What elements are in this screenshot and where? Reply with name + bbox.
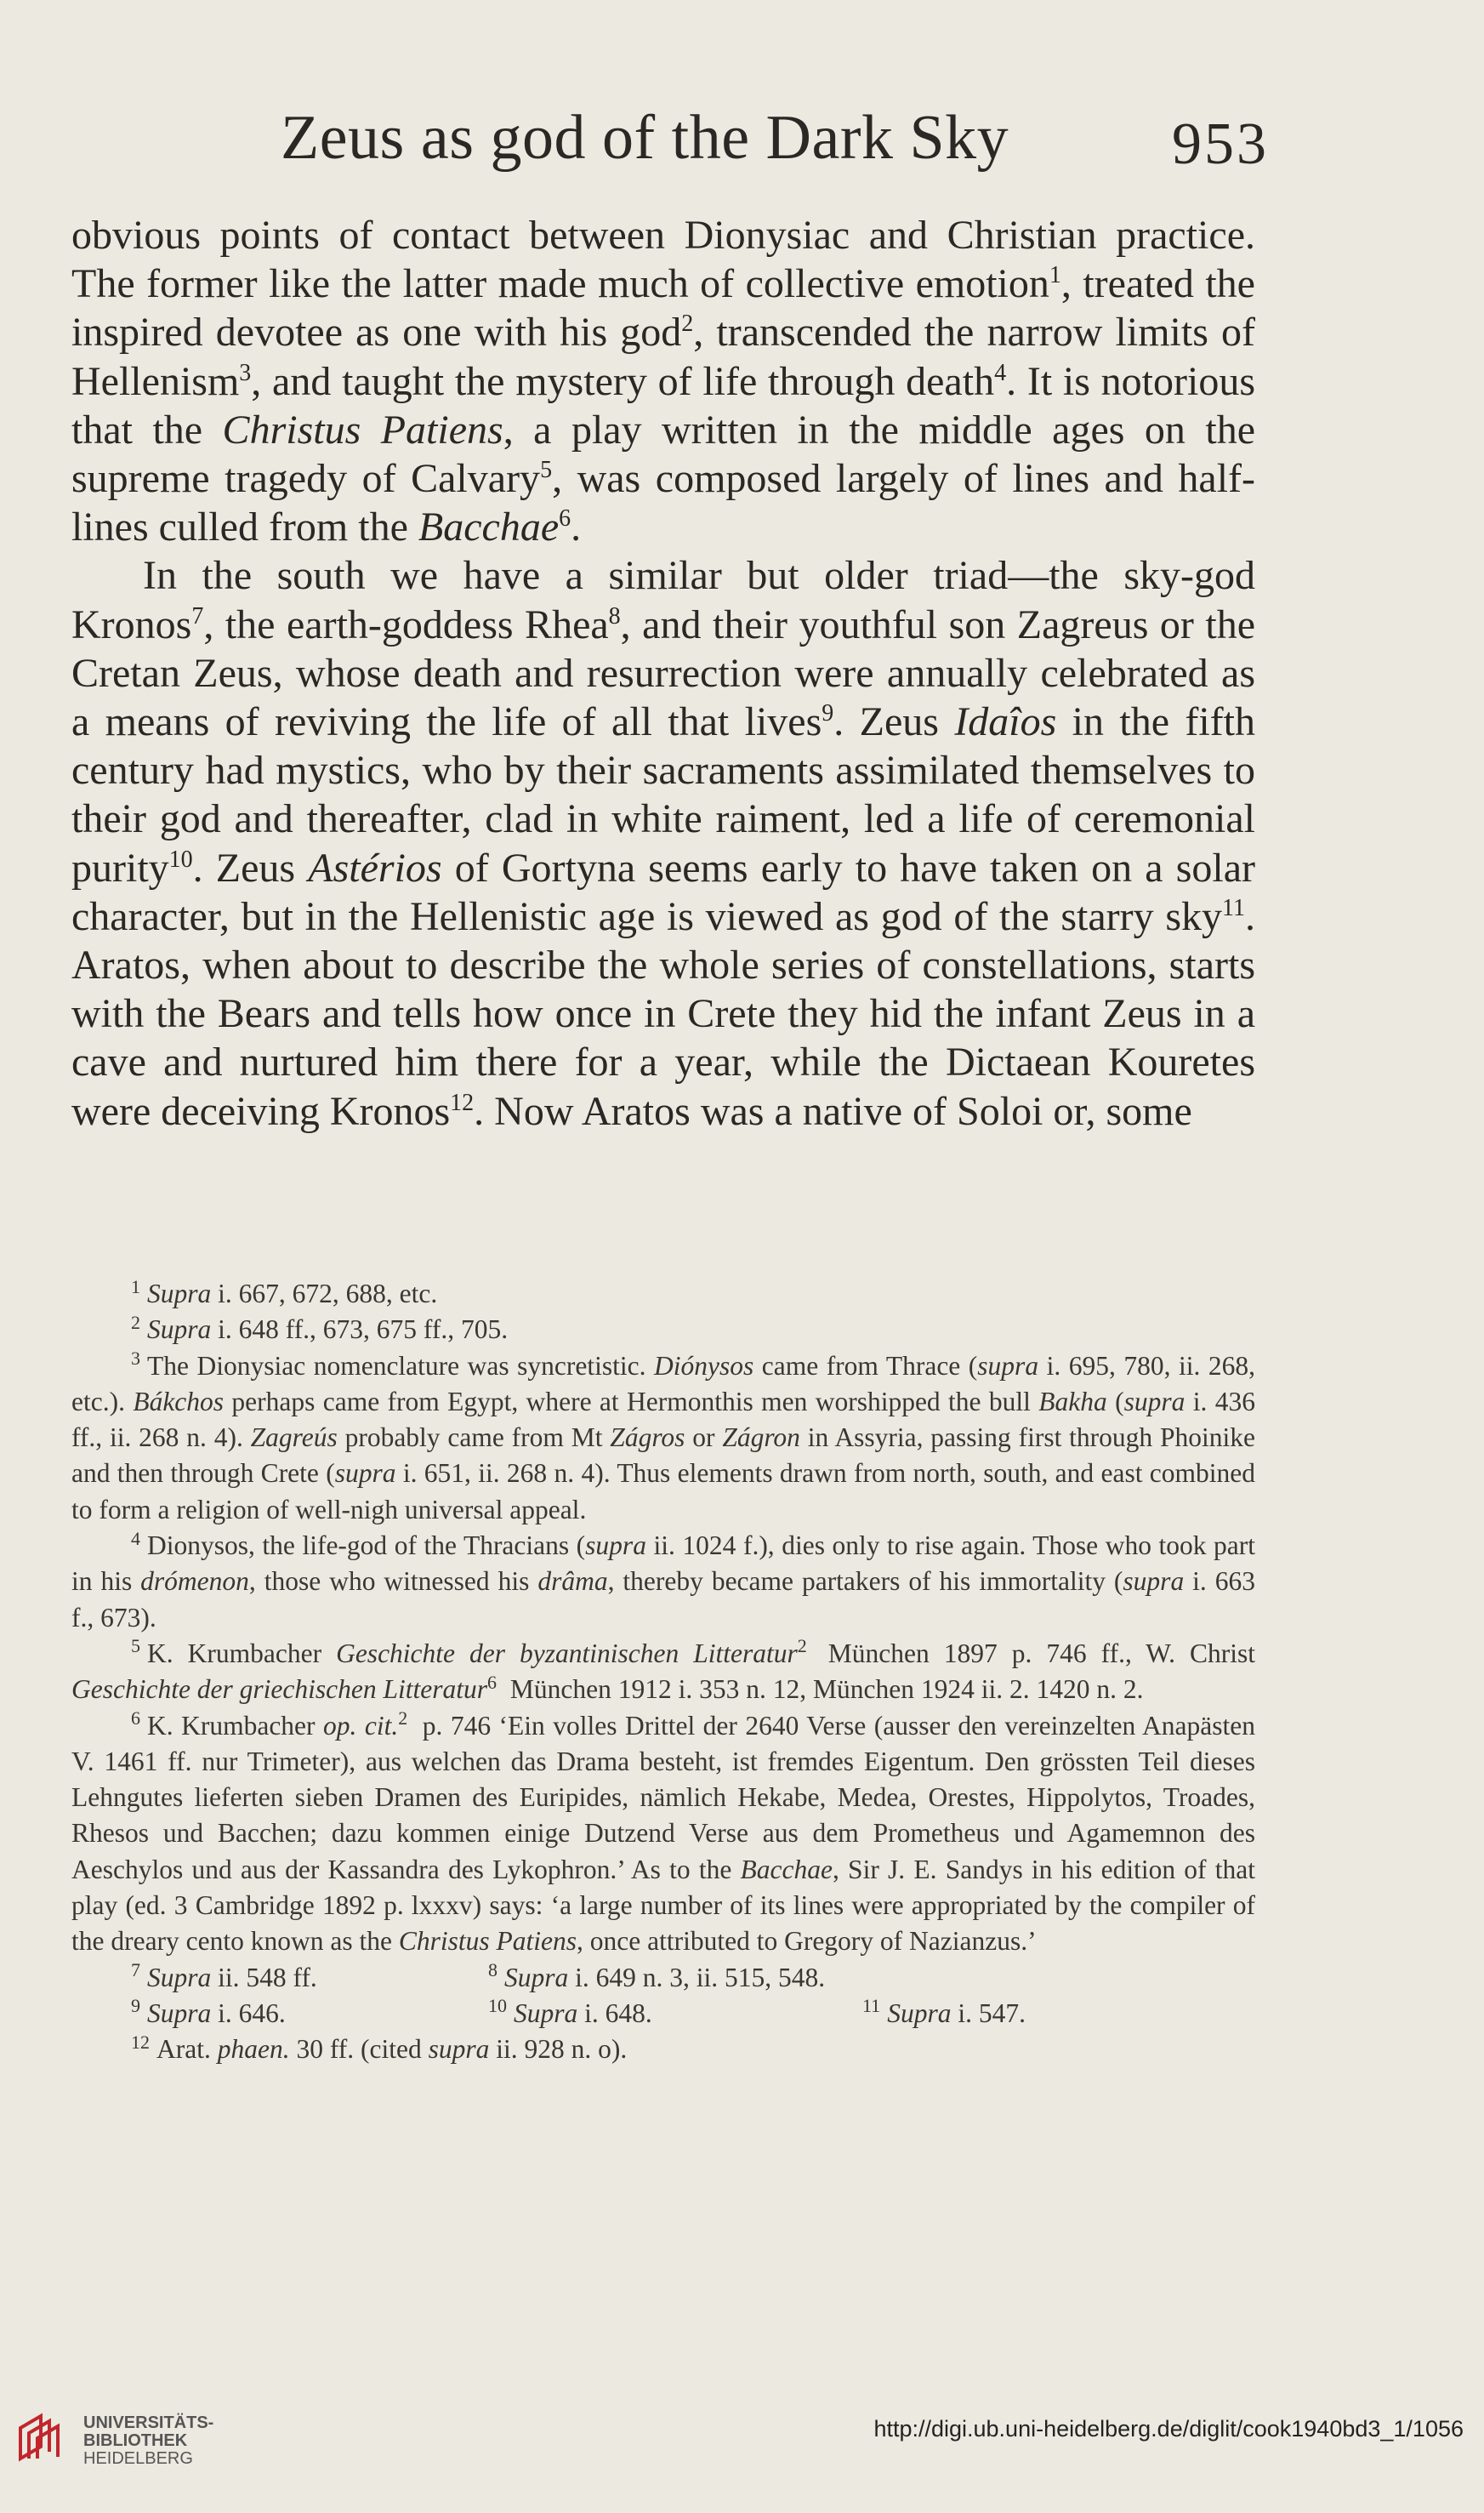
footnote-9: $^9$ Supra i. 646. [131, 1995, 286, 2028]
running-header [281, 102, 1267, 187]
running-title: Zeus as god of the Dark Sky [281, 103, 1009, 173]
footnote-row [71, 1960, 1255, 1996]
footnote-ref[interactable]: 10 [168, 846, 193, 873]
footnote-6: $^6$ K. Krumbacher op. cit.$^2$ p. 746 ‘Ein volles Drittel der 2640 Verse (ausser den vereinzelten Anapästen V. 1461 ff. nur Trimeter), aus welchen das Drama besteht, ist fremdes Eigentum. Den grössten Teil dieses Lehngutes lieferten sieben Dramen des Euripides, nämlich Hekabe, Medea, Orestes, Hippolytos, Troades, Rhesos und Bacchen; dazu kommen einige Dutzend Verse aus dem Prometheus und Agamemnon des Aeschylos und aus der Kassandra des Lykophron.’ As to the Bacchae, Sir J. E. Sandys in his edition of that play (ed. 3 Cambridge 1892 p. lxxxv) says: ‘a large number of its lines were appropriated by the compiler of the dreary cento known as the Christus Patiens, once attributed to Gregory of Nazianzus.’ [71, 1707, 1255, 1957]
footnote-ref[interactable]: 6 [559, 505, 571, 533]
page-number: 953 [1172, 111, 1269, 177]
footnote-ref[interactable]: 12 [450, 1089, 475, 1116]
footnote-2: $^2$ Supra i. 648 ff., 673, 675 ff., 705. [131, 1311, 509, 1345]
footnote-ref[interactable]: 4 [994, 359, 1007, 386]
italic-term: Idaîos [954, 699, 1057, 745]
italic-title: Bacchae [418, 504, 560, 550]
paragraph: obvious points of contact between Dionysiac and Christian practice. The former like the latter made much of collective emotion$^1$, treated the inspired devotee as one with his god$^2$, transcended the narrow limits of Hellenism$^3$, and taught the mystery of life through death$^4$. It is notorious that the Christus Patiens, a play written in the middle ages on the supreme tragedy of Calvary$^5$, was composed largely of lines and half-lines culled from the Bacchae$^6$. [71, 213, 1256, 550]
italic-term: Astérios [308, 845, 442, 891]
footnote-ref[interactable]: 5 [540, 457, 553, 484]
paragraph: In the south we have a similar but older triad—the sky-god Kronos$^7$, the earth-goddess Rhea$^8$, and their youthful son Zagreus or the Cretan Zeus, whose death and resurrection were annually celebrated as a means of reviving the life of all that lives$^9$. Zeus Idaîos in the fifth century had mystics, who by their sacraments assimilated themselves to their god and thereafter, clad in white raiment, led a life of ceremonial purity$^{10}$. Zeus Astérios of Gortyna seems early to have taken on a solar character, but in the Hellenistic age is viewed as god of the starry sky$^{11}$. Aratos, when about to describe the whole series of constellations, starts with the Bears and tells how once in Crete they hid the infant Zeus in a cave and nurtured him there for a year, while the Dictaean Kouretes were deceiving Kronos$^{12}$. Now Aratos was a native of Soloi or, some [71, 553, 1255, 1134]
footnote-10: $^{10}$ Supra i. 648. [488, 1995, 652, 2028]
footnote-ref[interactable]: 8 [608, 602, 621, 630]
footnote-12: $^{12}$ Arat. phaen. 30 ff. (cited supra ii. 928 n. o). [131, 2031, 628, 2065]
library-logo-icon [15, 2411, 68, 2464]
footnote-1: $^1$ Supra i. 667, 672, 688, etc. [131, 1275, 438, 1308]
library-name: UNIVERSITÄTS- BIBLIOTHEK HEIDELBERG [83, 2413, 214, 2468]
footnote-row [71, 1996, 1255, 2031]
footnote-3: $^3$ The Dionysiac nomenclature was syncretistic. Diónysos came from Thrace (supra i. 695, 780, ii. 268, etc.). Bákchos perhaps came from Egypt, where at Hermonthis men worshipped the bull Bakha (supra i. 436 ff., ii. 268 n. 4). Zagreús probably came from Mt Zágros or Zágron in Assyria, passing first through Phoinike and then through Crete (supra i. 651, ii. 268 n. 4). Thus elements drawn from north, south, and east combined to form a religion of well-nigh universal appeal. [71, 1348, 1255, 1524]
footnote-ref[interactable]: 2 [681, 311, 694, 338]
footnote-4: $^4$ Dionysos, the life-god of the Thracians (supra ii. 1024 f.), dies only to rise again. Those who took part in his drómenon, those who witnessed his drâma, thereby became partakers of his immortality (supra i. 663 f., 673). [71, 1527, 1256, 1633]
footnote-ref[interactable]: 7 [191, 602, 204, 630]
footnotes [71, 1276, 1255, 2068]
footnote-5: $^5$ K. Krumbacher Geschichte der byzantinischen Litteratur$^2$ München 1897 p. 746 ff., W. Christ Geschichte der griechischen Litteratur$^6$ München 1912 i. 353 n. 12, München 1924 ii. 2. 1420 n. 2. [71, 1635, 1256, 1705]
footnote-ref[interactable]: 11 [1222, 894, 1245, 921]
italic-title: Christus Patiens [222, 407, 503, 453]
main-text [71, 211, 1255, 1136]
footnote-ref[interactable]: 9 [822, 700, 834, 727]
footnote-ref[interactable]: 3 [239, 359, 252, 386]
source-url-link[interactable]: http://digi.ub.uni-heidelberg.de/diglit/cook1940bd3_1/1056 [873, 2416, 1464, 2442]
footnote-ref[interactable]: 1 [1049, 262, 1061, 289]
footnote-7: $^7$ Supra ii. 548 ff. [131, 1959, 317, 1992]
library-footer [0, 2409, 1484, 2513]
footnote-11: $^{11}$ Supra i. 547. [862, 1995, 1026, 2028]
footnote-8: $^8$ Supra i. 649 n. 3, ii. 515, 548. [488, 1959, 826, 1992]
